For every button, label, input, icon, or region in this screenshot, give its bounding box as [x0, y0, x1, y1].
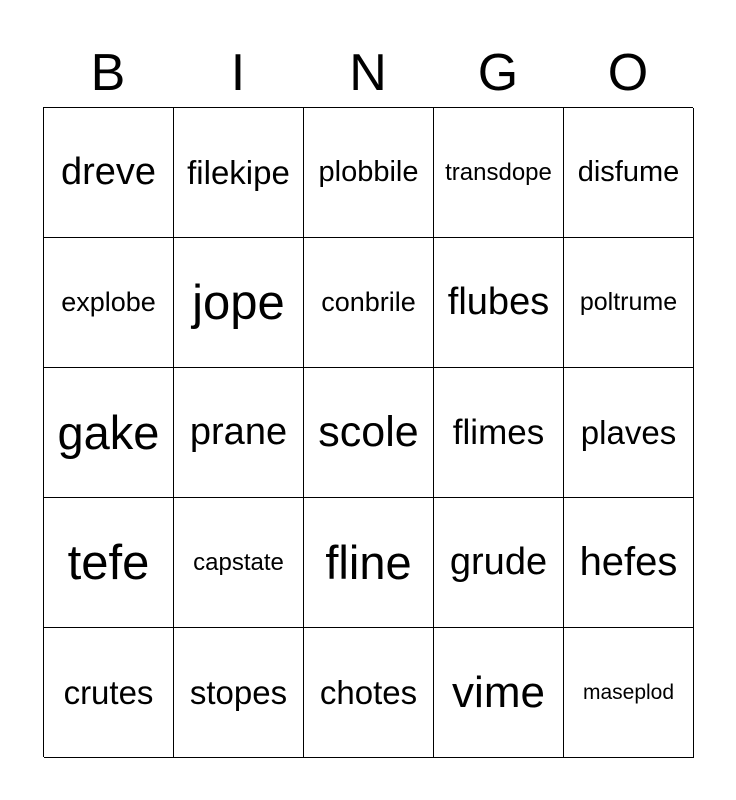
bingo-cell[interactable]: prane: [174, 368, 304, 498]
bingo-cell[interactable]: vime: [434, 628, 564, 758]
bingo-cell[interactable]: scole: [304, 368, 434, 498]
bingo-cell[interactable]: grude: [434, 498, 564, 628]
bingo-cell[interactable]: chotes: [304, 628, 434, 758]
bingo-cell[interactable]: fline: [304, 498, 434, 628]
bingo-cell[interactable]: tefe: [44, 498, 174, 628]
bingo-cell[interactable]: capstate: [174, 498, 304, 628]
bingo-cell[interactable]: stopes: [174, 628, 304, 758]
header-letter-i: I: [230, 44, 246, 102]
header-letter-b: B: [90, 44, 126, 102]
bingo-cell[interactable]: maseplod: [564, 628, 694, 758]
bingo-cell[interactable]: transdope: [434, 108, 564, 238]
bingo-cell[interactable]: crutes: [44, 628, 174, 758]
bingo-cell[interactable]: poltrume: [564, 238, 694, 368]
bingo-header: [43, 40, 693, 106]
bingo-cell[interactable]: filekipe: [174, 108, 304, 238]
bingo-cell[interactable]: plaves: [564, 368, 694, 498]
bingo-cell[interactable]: hefes: [564, 498, 694, 628]
bingo-board: [43, 107, 693, 757]
header-letter-o: O: [607, 44, 649, 102]
bingo-cell[interactable]: plobbile: [304, 108, 434, 238]
bingo-cell[interactable]: flubes: [434, 238, 564, 368]
bingo-cell[interactable]: jope: [174, 238, 304, 368]
bingo-cell[interactable]: gake: [44, 368, 174, 498]
bingo-cell[interactable]: conbrile: [304, 238, 434, 368]
header-letter-n: N: [349, 44, 387, 102]
bingo-cell[interactable]: disfume: [564, 108, 694, 238]
bingo-cell[interactable]: explobe: [44, 238, 174, 368]
bingo-cell[interactable]: dreve: [44, 108, 174, 238]
header-letter-g: G: [477, 44, 519, 102]
bingo-cell[interactable]: flimes: [434, 368, 564, 498]
